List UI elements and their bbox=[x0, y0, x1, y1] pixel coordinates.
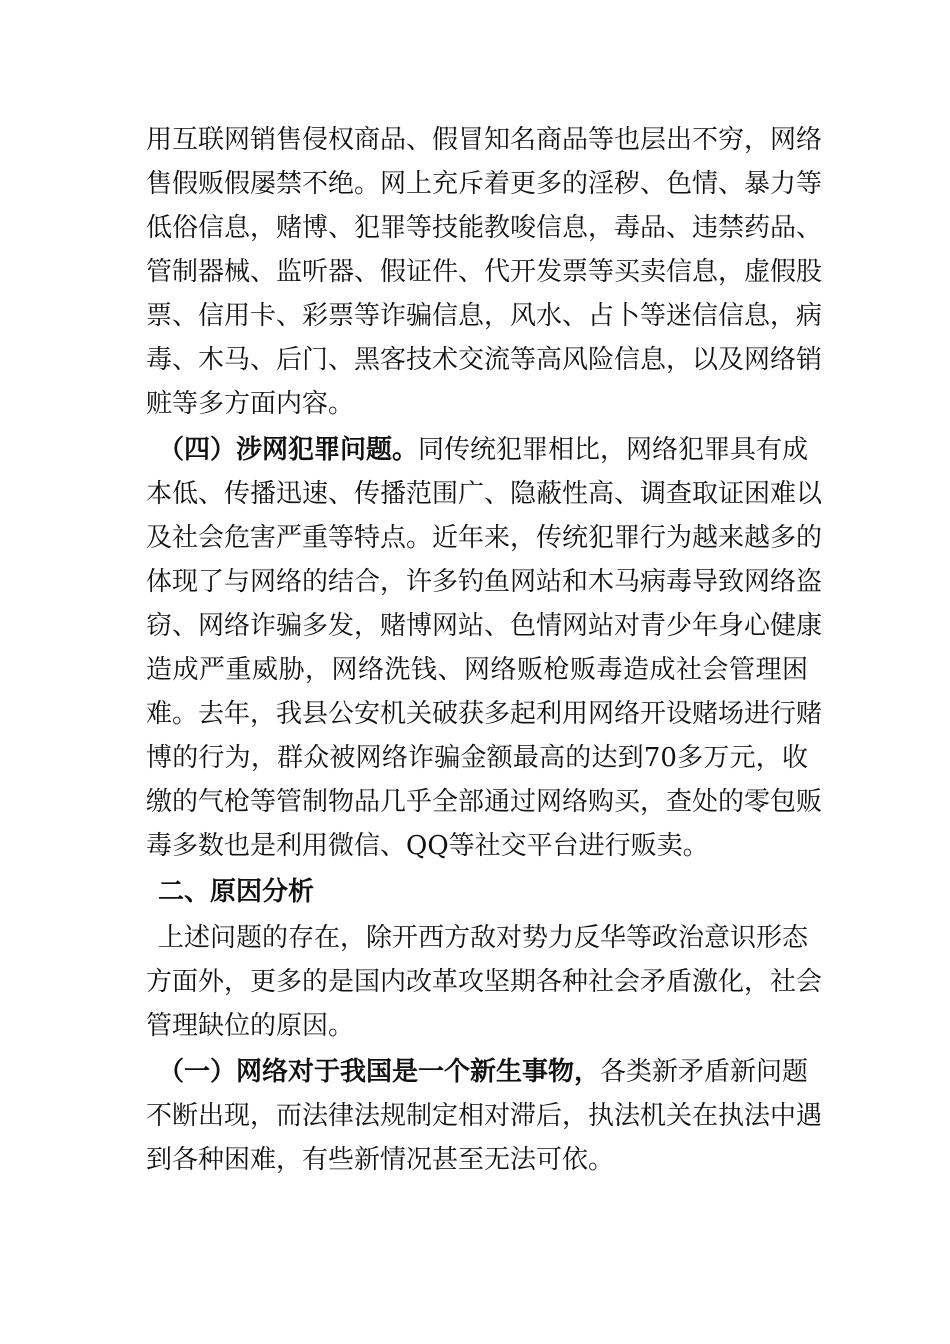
paragraph-line: 低俗信息，赌博、犯罪等技能教唆信息，毒品、违禁药品、 bbox=[146, 213, 823, 243]
paragraph-line: 上述问题的存在，除开西方敌对势力反华等政治意识形态 bbox=[158, 923, 809, 953]
paragraph-line: 博的行为，群众被网络诈骗金额最高的达到70多万元，收 bbox=[146, 743, 808, 773]
paragraph-line: 管理缺位的原因。 bbox=[146, 1011, 355, 1041]
paragraph-line: 售假贩假屡禁不绝。网上充斥着更多的淫秽、色情、暴力等 bbox=[146, 169, 823, 199]
paragraph-line: 体现了与网络的结合，许多钓鱼网站和木马病毒导致网络盗 bbox=[146, 567, 823, 597]
subsection-heading: （四）涉网犯罪问题。 bbox=[158, 435, 419, 465]
paragraph-line: 缴的气枪等管制物品几乎全部通过网络购买，查处的零包贩 bbox=[146, 787, 823, 817]
paragraph-line: 不断出现，而法律法规制定相对滞后，执法机关在执法中遇 bbox=[146, 1101, 823, 1131]
paragraph-line: 毒、木马、后门、黑客技术交流等高风险信息，以及网络销 bbox=[146, 345, 823, 375]
paragraph-line: 毒多数也是利用微信、QQ等社交平台进行贩卖。 bbox=[146, 831, 709, 861]
paragraph-line: 到各种困难，有些新情况甚至无法可依。 bbox=[146, 1145, 615, 1175]
paragraph-first-line bbox=[158, 430, 808, 470]
paragraph-line: 及社会危害严重等特点。近年来，传统犯罪行为越来越多的 bbox=[146, 523, 823, 553]
paragraph-text: 各类新矛盾新问题 bbox=[600, 1057, 809, 1087]
subsection-heading: （一）网络对于我国是一个新生事物， bbox=[158, 1057, 601, 1087]
paragraph-line: 用互联网销售侵权商品、假冒知名商品等也层出不穷，网络 bbox=[146, 125, 823, 155]
paragraph-line: 本低、传播迅速、传播范围广、隐蔽性高、调查取证困难以 bbox=[146, 479, 823, 509]
paragraph-line: 赃等多方面内容。 bbox=[146, 389, 355, 419]
paragraph-line: 票、信用卡、彩票等诈骗信息，风水、占卜等迷信信息，病 bbox=[146, 301, 823, 331]
paragraph-text: 同传统犯罪相比，网络犯罪具有成 bbox=[418, 435, 809, 465]
paragraph-line: 管制器械、监听器、假证件、代开发票等买卖信息，虚假股 bbox=[146, 257, 823, 287]
paragraph-line: 难。去年，我县公安机关破获多起利用网络开设赌场进行赌 bbox=[146, 699, 823, 729]
paragraph-line: 方面外，更多的是国内改革攻坚期各种社会矛盾激化，社会 bbox=[146, 967, 823, 997]
paragraph-line: 造成严重威胁，网络洗钱、网络贩枪贩毒造成社会管理困 bbox=[146, 655, 808, 685]
paragraph-line: 窃、网络诈骗多发，赌博网站、色情网站对青少年身心健康 bbox=[146, 611, 823, 641]
section-heading: 二、原因分析 bbox=[158, 877, 315, 907]
paragraph-first-line bbox=[158, 1052, 808, 1092]
